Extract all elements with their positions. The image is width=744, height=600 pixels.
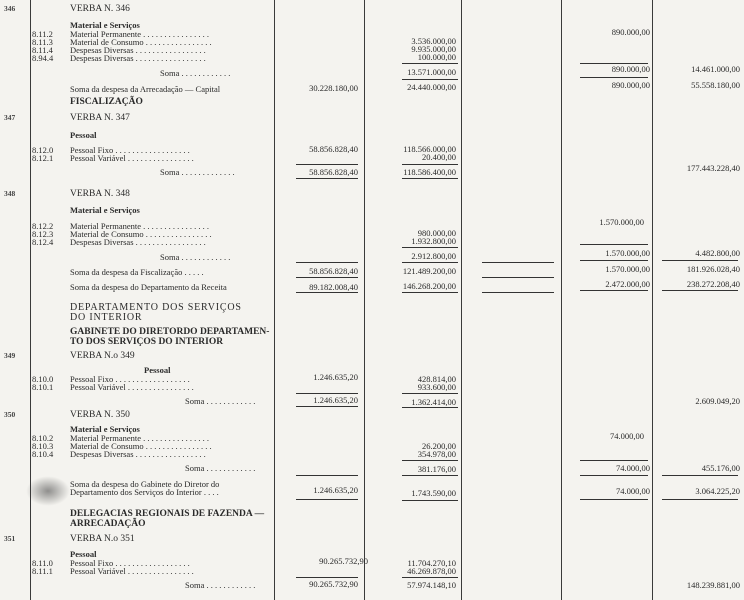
sum-rule: [296, 262, 358, 263]
sum-rule: [402, 164, 458, 165]
total-value: 121.489.200,00: [402, 266, 456, 276]
sum-label: Soma . . . . . . . . . . . .: [160, 68, 231, 78]
delegation-heading: ARRECADAÇÃO: [70, 519, 146, 529]
verba-number: 346: [4, 4, 16, 13]
section-subhead: Pessoal: [70, 130, 97, 140]
sum-rule: [296, 406, 358, 407]
item-label: Pessoal Fixo . . . . . . . . . . . . . . . . . .: [70, 145, 190, 155]
sum-label: Soma . . . . . . . . . . . .: [185, 580, 256, 590]
sum-value: 2.912.800,00: [411, 251, 456, 261]
sum-rule: [296, 164, 358, 165]
sum-label: Soma . . . . . . . . . . . . .: [160, 167, 235, 177]
item-value: 74.000,00: [610, 431, 644, 441]
item-code: 8.11.0: [32, 558, 53, 568]
sum-value: 74.000,00: [616, 463, 650, 473]
sum-value: 90.265.732,90: [309, 579, 358, 589]
verba-number: 349: [4, 351, 16, 360]
item-code: 8.12.0: [32, 145, 54, 155]
total-label: Soma da despesa da Arrecadação — Capital: [70, 84, 221, 94]
total-value: 89.182.008,40: [309, 282, 358, 292]
total-value: 58.856.828,40: [309, 266, 358, 276]
column-rule: [561, 0, 562, 600]
column-rule: [652, 0, 653, 600]
sum-rule: [296, 277, 358, 278]
item-label: Despesas Diversas . . . . . . . . . . . . . . . . .: [70, 237, 206, 247]
sum-rule: [402, 79, 458, 80]
item-code: 8.11.4: [32, 45, 53, 55]
sum-value: 13.571.000,00: [407, 67, 456, 77]
department-heading: DEPARTAMENTO DOS SERVIÇOS: [70, 302, 242, 313]
sum-rule: [662, 290, 738, 291]
sum-rule: [402, 247, 458, 248]
sum-rule: [402, 393, 458, 394]
sum-value: 58.856.828,40: [309, 167, 358, 177]
item-label: Pessoal Variável . . . . . . . . . . . . . . . .: [70, 153, 194, 163]
sum-rule: [580, 290, 648, 291]
total-value: 3.064.225,20: [695, 486, 740, 496]
sum-value: 57.974.148,10: [407, 580, 456, 590]
item-label: Despesas Diversas . . . . . . . . . . . . . . . . .: [70, 45, 206, 55]
total-value: 30.228.180,00: [309, 83, 358, 93]
verba-number: 348: [4, 189, 16, 198]
ink-smudge: [26, 476, 70, 506]
item-value: 26.200,00: [422, 441, 456, 451]
item-code: 8.11.2: [32, 29, 53, 39]
sum-value: 14.461.000,00: [691, 64, 740, 74]
verba-title: VERBA N. 346: [70, 4, 130, 14]
verba-title: VERBA N. 348: [70, 189, 130, 199]
sum-value: 1.246.635,20: [313, 395, 358, 405]
item-code: 8.10.0: [32, 374, 54, 384]
sum-rule: [402, 460, 458, 461]
column-rule: [30, 0, 31, 600]
sum-rule: [580, 460, 648, 461]
sum-rule: [296, 393, 358, 394]
item-label: Pessoal Fixo . . . . . . . . . . . . . . . . . .: [70, 558, 190, 568]
item-label: Material de Consumo . . . . . . . . . . . . . . . .: [70, 441, 212, 451]
item-value: 100.000,00: [417, 52, 456, 62]
item-label: Despesas Diversas . . . . . . . . . . . . . . . . .: [70, 449, 206, 459]
item-value: 354.978,00: [417, 449, 456, 459]
sum-value: 148.239.881,00: [686, 580, 740, 590]
total-value: 146.268.200,00: [402, 281, 456, 291]
section-subhead: Pessoal: [70, 549, 97, 559]
sum-label: Soma . . . . . . . . . . . .: [185, 463, 256, 473]
verba-number: 347: [4, 113, 16, 122]
sum-rule: [402, 262, 458, 263]
verba-title: VERBA N. 350: [70, 410, 130, 420]
item-value: 11.704.270,10: [407, 558, 456, 568]
item-value: 90.265.732,90: [319, 556, 368, 566]
item-code: 8.12.4: [32, 237, 54, 247]
item-label: Pessoal Variável . . . . . . . . . . . . . . . .: [70, 382, 194, 392]
sum-rule: [580, 260, 648, 261]
item-label: Pessoal Variável . . . . . . . . . . . . . . . .: [70, 566, 194, 576]
sum-rule: [296, 292, 358, 293]
sum-value: 381.176,00: [417, 464, 456, 474]
item-code: 8.12.3: [32, 229, 54, 239]
item-code: 8.10.3: [32, 441, 54, 451]
total-label: Soma da despesa do Departamento da Receita: [70, 282, 227, 292]
sum-rule: [402, 407, 458, 408]
sum-label: Soma . . . . . . . . . . . .: [160, 252, 231, 262]
item-value: 890.000,00: [611, 27, 650, 37]
item-code: 8.12.1: [32, 153, 54, 163]
sum-value: 118.586.400,00: [403, 167, 456, 177]
item-code: 8.12.2: [32, 221, 54, 231]
sum-rule: [482, 262, 554, 263]
sum-rule: [482, 292, 554, 293]
item-value: 933.600,00: [417, 382, 456, 392]
sum-rule: [402, 178, 458, 179]
item-code: 8.94.4: [32, 53, 54, 63]
sum-rule: [662, 499, 738, 500]
total-label: Soma da despesa da Fiscalização . . . . .: [70, 267, 204, 277]
total-value: 238.272.208,40: [686, 279, 740, 289]
sum-rule: [402, 475, 458, 476]
verba-title: VERBA N.o 351: [70, 534, 135, 544]
item-value: 428.814,00: [417, 374, 456, 384]
total-value: 55.558.180,00: [691, 80, 740, 90]
sum-rule: [402, 500, 458, 501]
total-label: Departamento dos Serviços do Interior . . . .: [70, 487, 219, 497]
sum-rule: [580, 244, 648, 245]
item-code: 8.11.3: [32, 37, 53, 47]
item-code: 8.10.2: [32, 433, 54, 443]
total-value: 74.000,00: [616, 486, 650, 496]
sum-value: 1.570.000,00: [605, 248, 650, 258]
delegation-heading: DELEGACIAS REGIONAIS DE FAZENDA —: [70, 509, 265, 519]
section-subhead: Pessoal: [144, 365, 171, 375]
verba-title: VERBA N. 347: [70, 113, 130, 123]
sum-rule: [296, 475, 358, 476]
section-heading: FISCALIZAÇÃO: [70, 97, 143, 107]
item-value: 1.932.800,00: [411, 236, 456, 246]
item-label: Material de Consumo . . . . . . . . . . . . . . . .: [70, 37, 212, 47]
item-code: 8.10.1: [32, 382, 54, 392]
item-value: 1.570.000,00: [599, 217, 644, 227]
sum-rule: [402, 63, 458, 64]
sum-value: 177.443.228,40: [686, 163, 740, 173]
sum-label: Soma . . . . . . . . . . . .: [185, 396, 256, 406]
item-value: 58.856.828,40: [309, 144, 358, 154]
total-value: 181.926.028,40: [686, 264, 740, 274]
sum-rule: [402, 292, 458, 293]
item-value: 3.536.000,00: [411, 36, 456, 46]
item-label: Material Permanente . . . . . . . . . . . . . . . .: [70, 29, 210, 39]
sum-rule: [580, 499, 648, 500]
sum-rule: [482, 277, 554, 278]
section-subhead: Material e Serviços: [70, 424, 140, 434]
item-label: Material Permanente . . . . . . . . . . . . . . . .: [70, 221, 210, 231]
sum-value: 890.000,00: [611, 64, 650, 74]
sum-value: 1.362.414,00: [411, 397, 456, 407]
sum-rule: [580, 475, 648, 476]
department-heading: DO INTERIOR: [70, 312, 143, 323]
section-subhead: Material e Serviços: [70, 20, 140, 30]
total-value: 1.570.000,00: [605, 264, 650, 274]
cabinet-heading: GABINETE DO DIRETORDO DEPARTAMEN-: [70, 327, 270, 337]
sum-value: 2.609.049,20: [695, 396, 740, 406]
sum-rule: [296, 178, 358, 179]
column-rule: [461, 0, 462, 600]
item-value: 9.935.000,00: [411, 44, 456, 54]
item-code: 8.10.4: [32, 449, 54, 459]
item-label: Despesas Diversas . . . . . . . . . . . . . . . . .: [70, 53, 206, 63]
verba-number: 351: [4, 534, 16, 543]
verba-number: 350: [4, 410, 16, 419]
item-value: 118.566.000,00: [403, 144, 456, 154]
sum-rule: [296, 499, 358, 500]
item-value: 1.246.635,20: [313, 372, 358, 382]
item-value: 20.400,00: [422, 152, 456, 162]
sum-rule: [296, 577, 358, 578]
total-value: 24.440.000,00: [407, 82, 456, 92]
item-label: Material Permanente . . . . . . . . . . . . . . . .: [70, 433, 210, 443]
total-value: 2.472.000,00: [605, 279, 650, 289]
sum-rule: [580, 77, 648, 78]
section-subhead: Material e Serviços: [70, 205, 140, 215]
item-value: 980.000,00: [417, 228, 456, 238]
sum-value: 455.176,00: [701, 463, 740, 473]
item-label: Material de Consumo . . . . . . . . . . . . . . . .: [70, 229, 212, 239]
item-label: Pessoal Fixo . . . . . . . . . . . . . . . . . .: [70, 374, 190, 384]
total-value: 1.246.635,20: [313, 485, 358, 495]
sum-value: 4.482.800,00: [695, 248, 740, 258]
total-value: 890.000,00: [611, 80, 650, 90]
item-value: 46.269.878,00: [407, 566, 456, 576]
item-code: 8.11.1: [32, 566, 53, 576]
sum-rule: [402, 577, 458, 578]
total-value: 1.743.590,00: [411, 488, 456, 498]
sum-rule: [662, 475, 738, 476]
total-label: Soma da despesa do Gabinete do Diretor do: [70, 479, 220, 489]
cabinet-heading: TO DOS SERVIÇOS DO INTERIOR: [70, 337, 224, 347]
verba-title: VERBA N.o 349: [70, 351, 135, 361]
sum-rule: [662, 260, 738, 261]
